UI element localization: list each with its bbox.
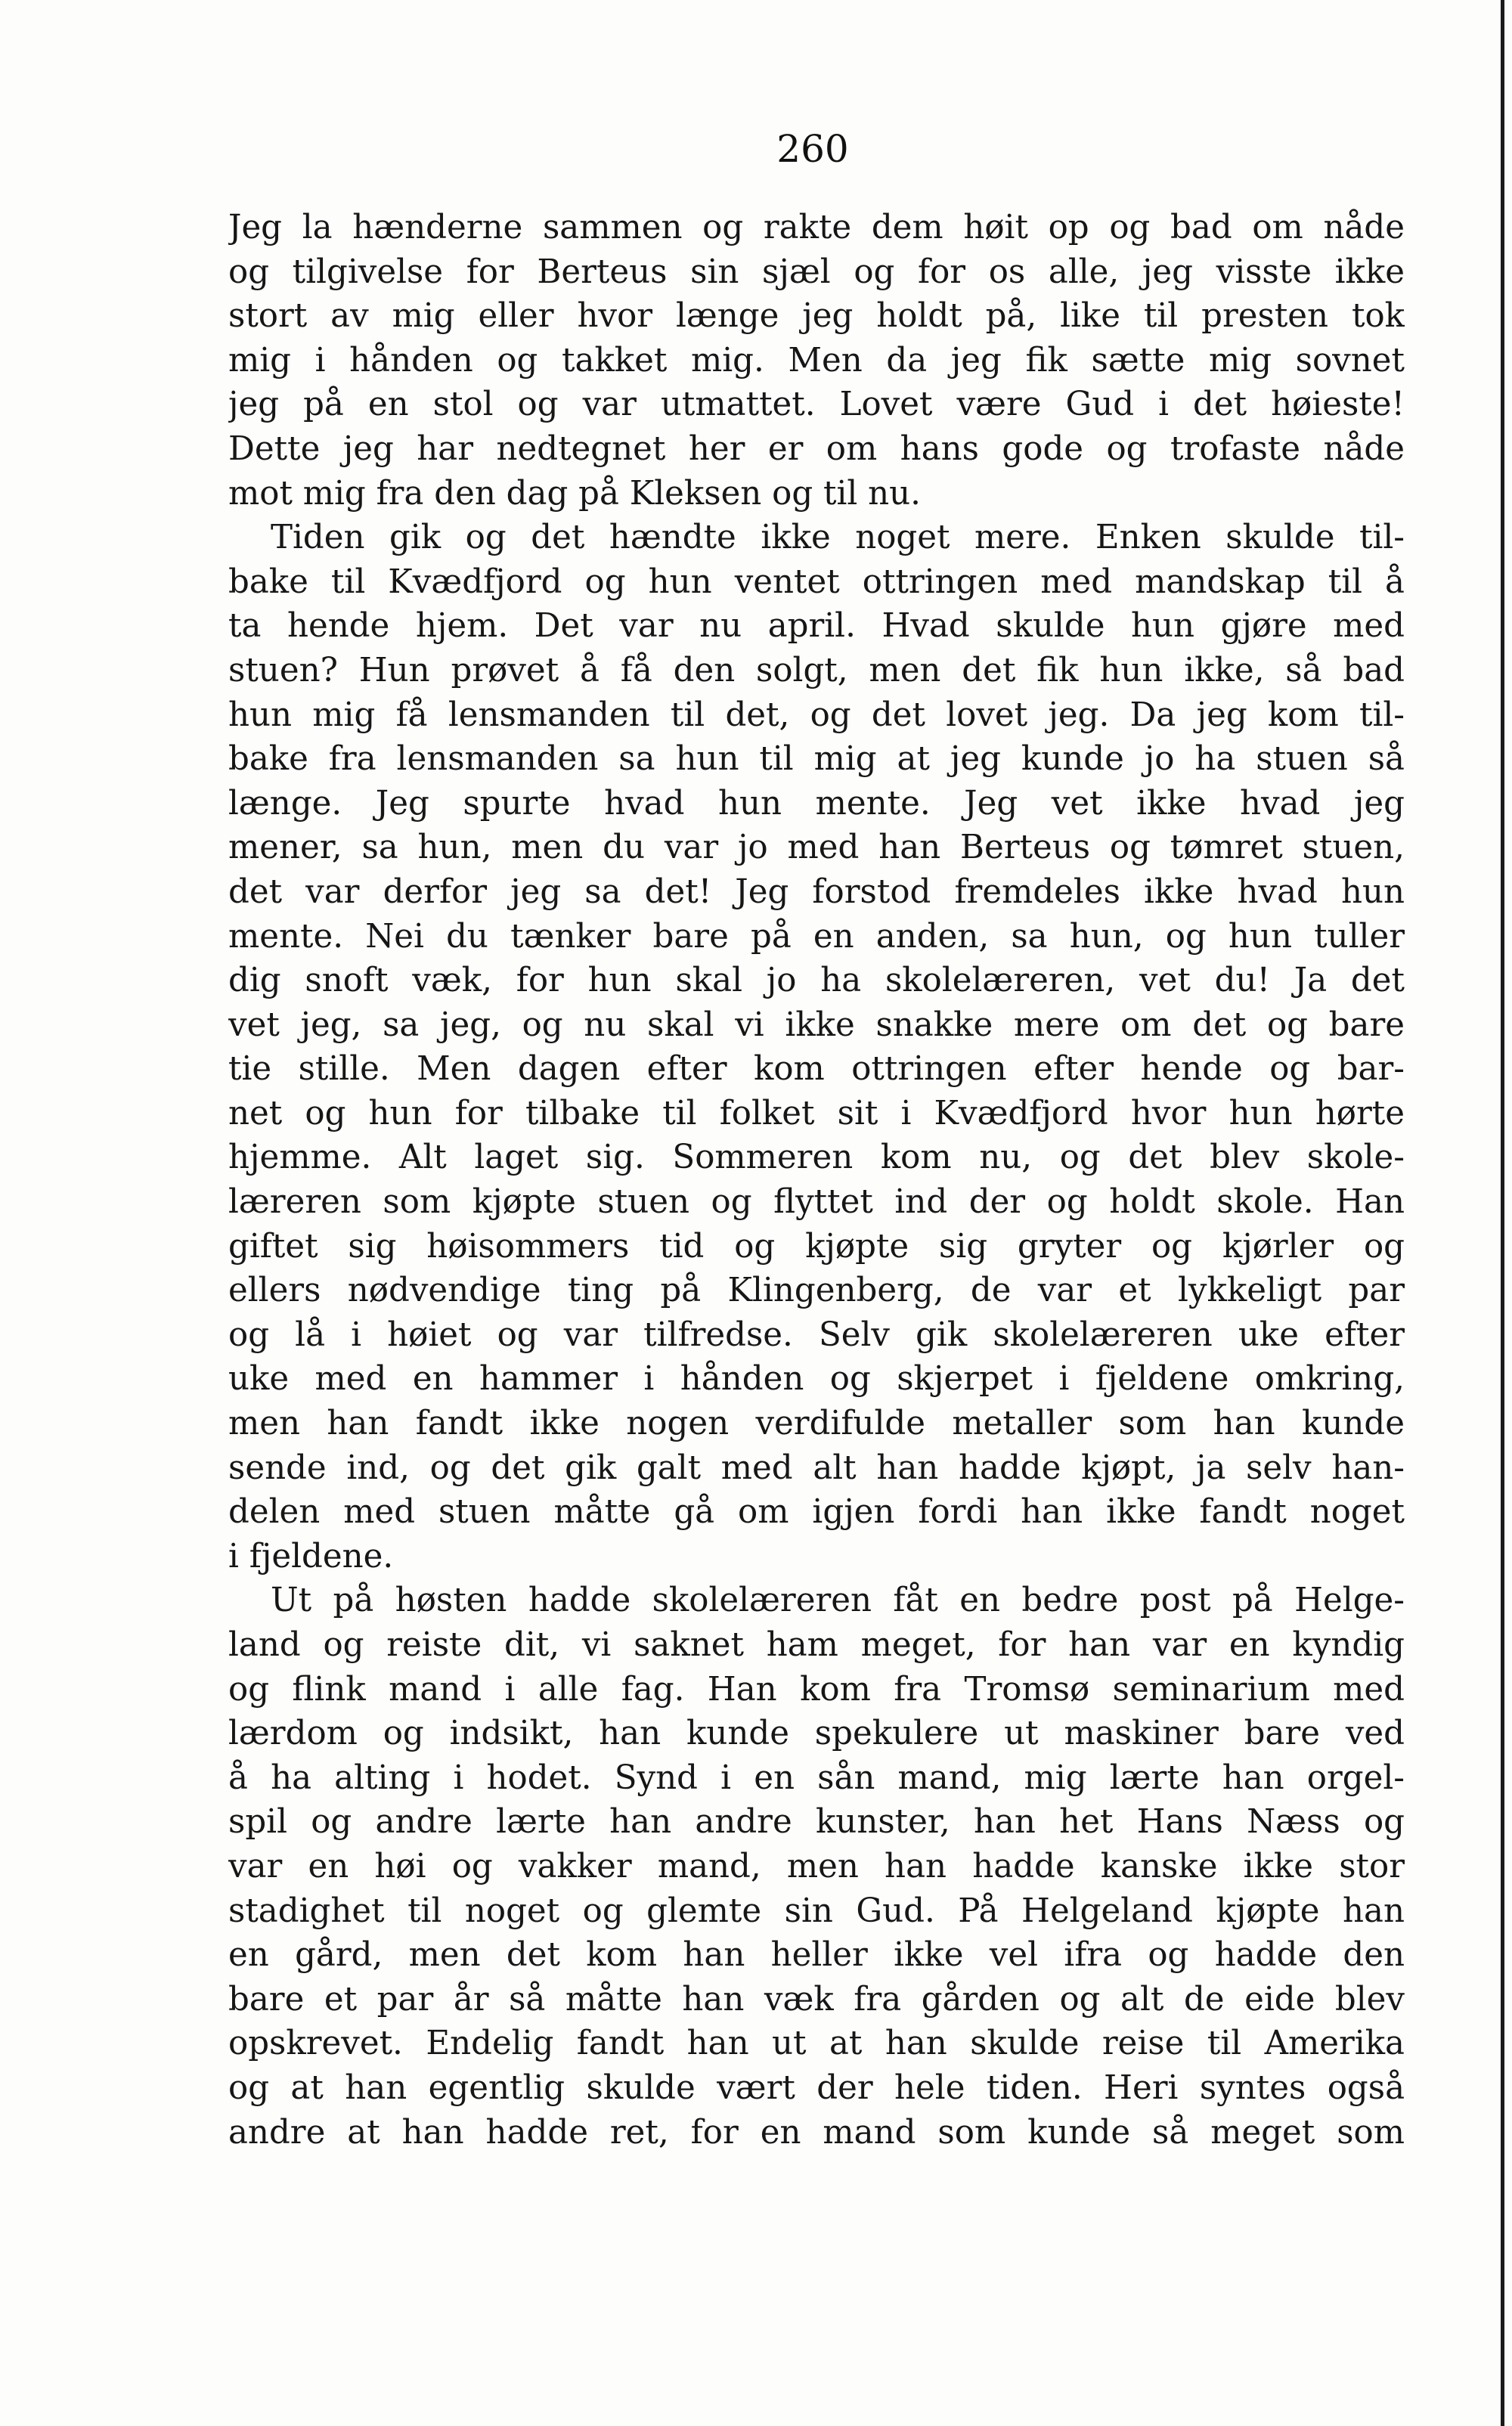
text-line: var en høi og vakker mand, men han hadde kanske ikke stor [228,1847,1405,1885]
text-line: spil og andre lærte han andre kunster, han het Hans Næss og [228,1803,1405,1842]
text-line: hun mig få lensmanden til det, og det lovet jeg. Da jeg kom til- [228,696,1405,734]
text-line: net og hun for tilbake til folket sit i Kvædfjord hvor hun hørte [228,1094,1405,1132]
text-line: ta hende hjem. Det var nu april. Hvad skulde hun gjøre med [228,607,1405,646]
text-line: bake til Kvædfjord og hun ventet ottringen med mandskap til å [228,562,1405,601]
text-line: og tilgivelse for Berteus sin sjæl og for os alle, jeg visste ikke [228,253,1405,291]
text-line: Jeg la hænderne sammen og rakte dem høit op og bad om nåde [228,209,1405,246]
text-line: sende ind, og det gik galt med alt han hadde kjøpt, ja selv han- [228,1448,1405,1487]
text-line: mig i hånden og takket mig. Men da jeg fik sætte mig sovnet [228,341,1405,380]
text-line: i fjeldene. [228,1537,394,1576]
text-line: vet jeg, sa jeg, og nu skal vi ikke snakke mere om det og bare [228,1005,1405,1044]
text-line: stadighet til noget og glemte sin Gud. På Helgeland kjøpte han [228,1892,1405,1930]
text-line: læreren som kjøpte stuen og flyttet ind der og holdt skole. Han [228,1183,1405,1222]
page-edge-line [1501,0,1504,2426]
text-line: Dette jeg har nedtegnet her er om hans gode og trofaste nåde [228,429,1405,468]
text-line: land og reiste dit, vi saknet ham meget, for han var en kyndig [228,1626,1405,1664]
text-line: og lå i høiet og var tilfredse. Selv gik skolelæreren uke efter [228,1315,1405,1354]
text-line: tie stille. Men dagen efter kom ottringen efter hende og bar- [228,1050,1405,1089]
text-line: Tiden gik og det hændte ikke noget mere. Enken skulde til- [271,519,1405,557]
page-number: 260 [776,127,849,171]
text-line: ellers nødvendige ting på Klingenberg, de var et lykkeligt par [228,1272,1405,1310]
text-line: mente. Nei du tænker bare på en anden, sa hun, og hun tuller [228,917,1405,956]
text-line: mot mig fra den dag på Kleksen og til nu. [228,474,922,513]
text-line: opskrevet. Endelig fandt han ut at han skulde reise til Amerika [228,2025,1405,2063]
text-line: jeg på en stol og var utmattet. Lovet være Gud i det høieste! [228,386,1405,424]
text-line: bare et par år så måtte han væk fra gården og alt de eide blev [228,1980,1405,2019]
text-line: giftet sig høisommers tid og kjøpte sig gryter og kjørler og [228,1227,1405,1266]
text-line: det var derfor jeg sa det! Jeg forstod fremdeles ikke hvad hun [228,872,1405,911]
text-line: hjemme. Alt laget sig. Sommeren kom nu, og det blev skole- [228,1139,1405,1177]
text-line: mener, sa hun, men du var jo med han Berteus og tømret stuen, [228,829,1405,867]
text-line: lærdom og indsikt, han kunde spekulere ut maskiner bare ved [228,1715,1405,1753]
text-line: og flink mand i alle fag. Han kom fra Tromsø seminarium med [228,1670,1405,1709]
text-line: stort av mig eller hvor længe jeg holdt på, like til presten tok [228,297,1405,336]
text-line: længe. Jeg spurte hvad hun mente. Jeg vet ikke hvad jeg [228,784,1405,823]
text-line: Ut på høsten hadde skolelæreren fåt en bedre post på Helge- [271,1582,1405,1620]
text-line: andre at han hadde ret, for en mand som kunde så meget som [228,2113,1405,2152]
text-line: dig snoft væk, for hun skal jo ha skolelæreren, vet du! Ja det [228,962,1405,1000]
text-line: bake fra lensmanden sa hun til mig at jeg kunde jo ha stuen så [228,740,1405,779]
text-line: uke med en hammer i hånden og skjerpet i fjeldene omkring, [228,1360,1405,1399]
text-line: en gård, men det kom han heller ikke vel ifra og hadde den [228,1936,1405,1975]
text-line: å ha alting i hodet. Synd i en sån mand, mig lærte han orgel- [228,1758,1405,1797]
text-line: men han fandt ikke nogen verdifulde metaller som han kunde [228,1405,1405,1443]
body-text [228,206,1405,2155]
text-line: delen med stuen måtte gå om igjen fordi han ikke fandt noget [228,1493,1405,1532]
text-line: og at han egentlig skulde vært der hele tiden. Heri syntes også [228,2068,1405,2107]
text-line: stuen? Hun prøvet å få den solgt, men det fik hun ikke, så bad [228,651,1405,689]
